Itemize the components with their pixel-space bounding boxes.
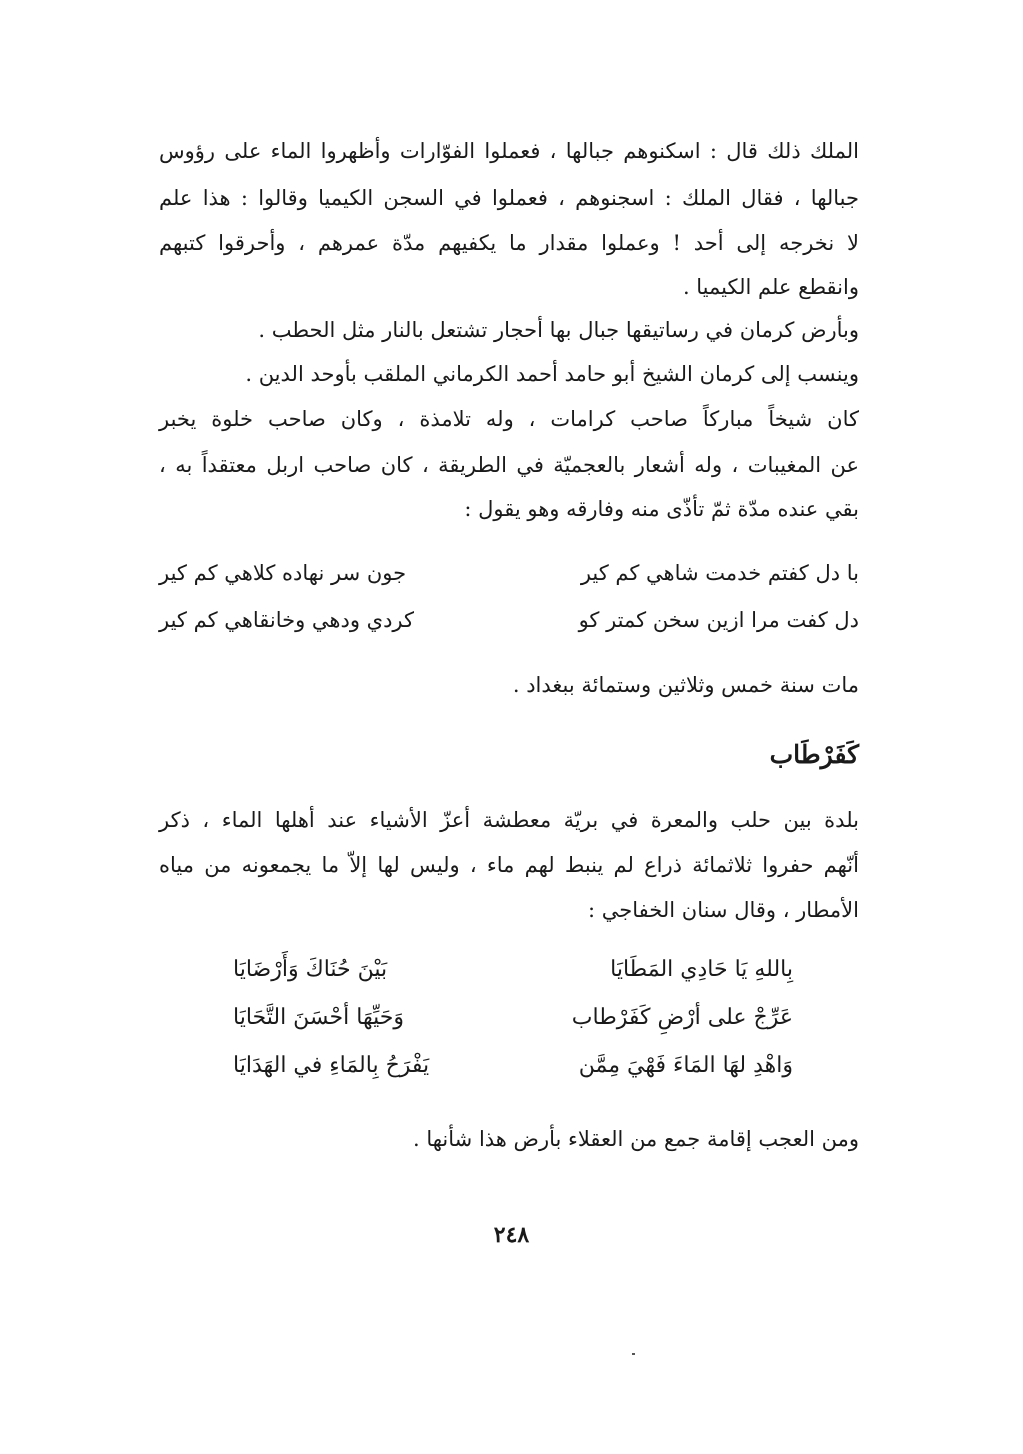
- poem-row: [233, 950, 793, 990]
- text-line: وانقطع علم الكيميا .: [682, 275, 859, 299]
- poem-first-hemistich: بِاللهِ يَا حَادِي المَطَايَا: [610, 957, 793, 982]
- poem-first-hemistich: وَاهْدِ لهَا المَاءَ فَهْيَ مِمَّن: [578, 1053, 793, 1078]
- verse-second-hemistich: جون سر نهاده كلاهي كم كير: [159, 561, 407, 585]
- scan-speck: [632, 1353, 635, 1355]
- poem-second-hemistich: يَفْرَحُ بِالمَاءِ في الهَدَايَا: [233, 1053, 430, 1078]
- verse-first-hemistich: دل كفت مرا ازين سخن كمتر كو: [578, 608, 859, 632]
- verse-first-hemistich: با دل كفتم خدمت شاهي كم كير: [580, 561, 859, 585]
- verse-row: [159, 556, 859, 590]
- text-line: وينسب إلى كرمان الشيخ أبو حامد أحمد الكرماني الملقب بأوحد الدين .: [245, 362, 859, 386]
- text-line: ومن العجب إقامة جمع من العقلاء بأرض هذا شأنها .: [413, 1127, 859, 1151]
- text-line: كان شيخاً مباركاً صاحب كرامات ، وله تلامذة ، وكان صاحب خلوة يخبر: [159, 407, 859, 431]
- section-heading: كَفَرْطَاب: [769, 740, 859, 769]
- text-line: مات سنة خمس وثلاثين وستمائة ببغداد .: [512, 673, 859, 697]
- page-number: ٢٤٨: [493, 1222, 530, 1248]
- poem-second-hemistich: بَيْنَ حُنَاكَ وَأَرْضَايَا: [233, 957, 388, 982]
- text-line: بقي عنده مدّة ثمّ تأذّى منه وفارقه وهو يقول :: [464, 497, 859, 521]
- poem-row: [233, 998, 793, 1038]
- text-line: جبالها ، فقال الملك : اسجنوهم ، فعملوا في السجن الكيميا وقالوا : هذا علم: [159, 186, 859, 210]
- verse-row: [159, 603, 859, 637]
- text-line: لا نخرجه إلى أحد ! وعملوا مقدار ما يكفيهم مدّة عمرهم ، وأحرقوا كتبهم: [159, 231, 859, 255]
- verse-second-hemistich: كردي ودهي وخانقاهي كم كير: [159, 608, 415, 632]
- poem-first-hemistich: عَرِّجْ على أرْضِ كَفَرْطاب: [571, 1005, 793, 1030]
- text-line: أنّهم حفروا ثلاثمائة ذراع لم ينبط لهم ماء ، وليس لها إلاّ ما يجمعونه من مياه: [159, 853, 859, 877]
- text-line: وبأرض كرمان في رساتيقها جبال بها أحجار تشتعل بالنار مثل الحطب .: [258, 318, 859, 342]
- text-line: بلدة بين حلب والمعرة في بريّة معطشة أعزّ الأشياء عند أهلها الماء ، ذكر: [159, 808, 859, 832]
- text-line: عن المغيبات ، وله أشعار بالعجميّة في الطريقة ، كان صاحب اربل معتقداً به ،: [159, 453, 859, 477]
- poem-row: [233, 1046, 793, 1086]
- poem-second-hemistich: وَحَيِّهَا أحْسَنَ التَّحَايَا: [233, 1005, 404, 1030]
- text-line: الأمطار ، وقال سنان الخفاجي :: [588, 898, 859, 922]
- text-line: الملك ذلك قال : اسكنوهم جبالها ، فعملوا الفوّارات وأظهروا الماء على رؤوس: [159, 139, 859, 163]
